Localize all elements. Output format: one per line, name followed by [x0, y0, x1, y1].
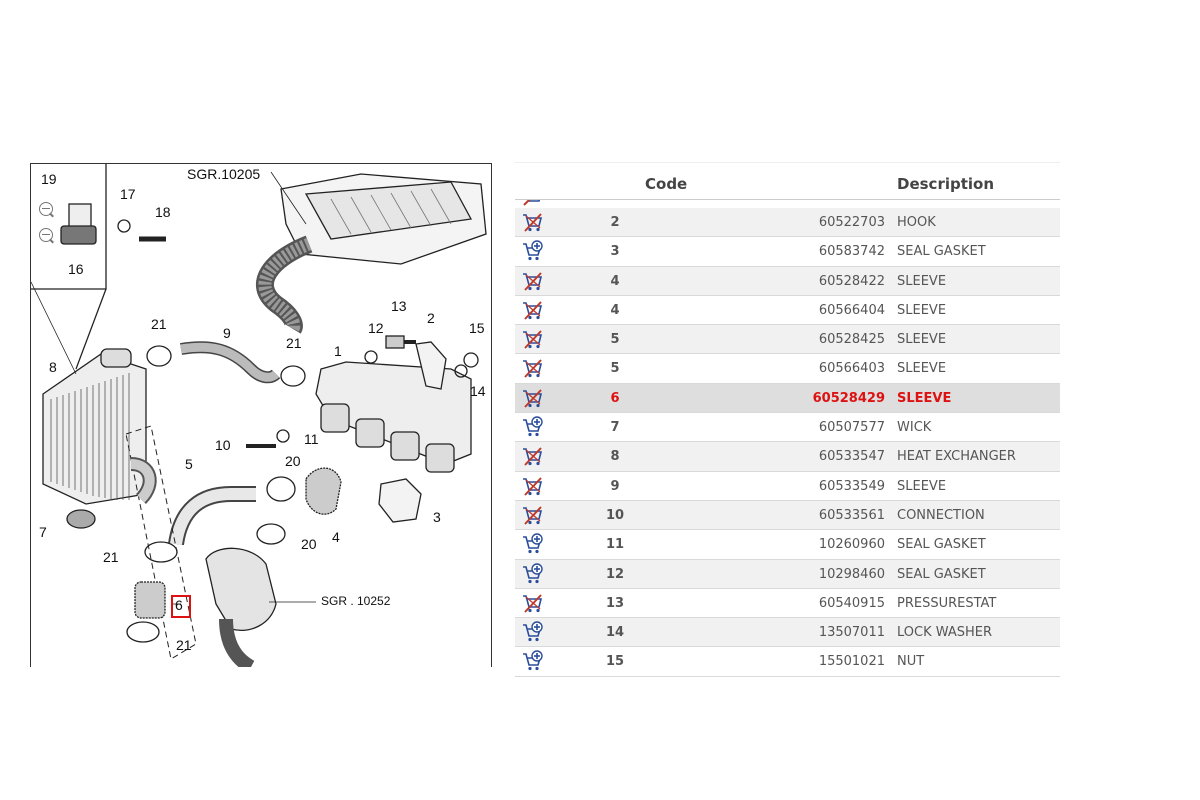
cart-unavailable-icon[interactable] — [521, 328, 543, 350]
callout-label: 15 — [469, 320, 485, 336]
row-position: 5 — [610, 361, 620, 377]
row-description: SLEEVE — [897, 332, 947, 348]
callout-label: 1 — [334, 343, 342, 359]
table-body — [515, 208, 1060, 677]
table-row[interactable] — [515, 208, 1060, 237]
callout-label: 8 — [49, 359, 57, 375]
row-description: SEAL GASKET — [897, 537, 986, 553]
zoom-in-icon[interactable] — [39, 202, 53, 216]
table-row[interactable] — [515, 472, 1060, 501]
row-code: 10298460 — [818, 566, 885, 582]
row-position: 14 — [605, 625, 625, 641]
row-description: WICK — [897, 420, 932, 436]
row-code: 60583742 — [818, 244, 885, 260]
row-code: 60540915 — [818, 595, 885, 611]
callout-label: 21 — [103, 549, 119, 565]
table-row[interactable] — [515, 325, 1060, 354]
row-code: 60566403 — [818, 361, 885, 377]
cart-unavailable-icon[interactable] — [521, 475, 543, 497]
column-header-code: Code — [645, 175, 688, 193]
diagram-ref-top: SGR.10205 — [187, 166, 261, 182]
parts-table — [515, 162, 1060, 677]
row-code: 60566404 — [818, 302, 885, 318]
row-position: 5 — [610, 332, 620, 348]
row-position: 11 — [605, 537, 625, 553]
callout-label: 18 — [155, 204, 171, 220]
cart-unavailable-icon[interactable] — [521, 387, 543, 409]
callout-label-highlighted[interactable]: 6 — [175, 597, 183, 613]
callout-label: 16 — [68, 261, 84, 277]
cart-add-icon[interactable] — [521, 563, 543, 585]
table-row[interactable] — [515, 501, 1060, 530]
cart-add-icon[interactable] — [521, 240, 543, 262]
row-description: SLEEVE — [897, 361, 947, 377]
row-position: 4 — [610, 302, 620, 318]
diagram-drawing — [31, 164, 491, 667]
row-description: HOOK — [897, 215, 936, 230]
row-description: SLEEVE — [897, 390, 952, 406]
callout-label: 7 — [39, 524, 47, 540]
callout-label: 11 — [304, 431, 319, 447]
row-description: SEAL GASKET — [897, 566, 986, 582]
row-code: 60522703 — [818, 215, 885, 230]
cart-add-icon[interactable] — [521, 650, 543, 672]
row-description: SLEEVE — [897, 273, 947, 289]
row-position: 6 — [610, 390, 620, 406]
row-description: CONNECTION — [897, 507, 985, 523]
cart-unavailable-icon[interactable] — [521, 299, 543, 321]
row-position: 9 — [610, 478, 620, 494]
cart-unavailable-icon[interactable] — [521, 270, 543, 292]
row-code: 15501021 — [818, 654, 885, 670]
row-code: 60528425 — [818, 332, 885, 348]
callout-label: 21 — [151, 316, 167, 332]
callout-label: 4 — [332, 529, 340, 545]
table-row[interactable] — [515, 530, 1060, 559]
row-code: 13507011 — [818, 625, 885, 641]
row-position: 8 — [610, 449, 620, 465]
callout-label: 14 — [470, 383, 486, 399]
row-position: 4 — [610, 273, 620, 289]
table-row[interactable] — [515, 589, 1060, 618]
table-row[interactable] — [515, 647, 1060, 676]
row-position: 12 — [605, 566, 625, 582]
row-code: 60533549 — [818, 478, 885, 494]
cart-unavailable-icon[interactable] — [521, 592, 543, 614]
table-row[interactable] — [515, 354, 1060, 383]
column-header-description: Description — [897, 175, 995, 193]
cart-unavailable-icon — [521, 199, 543, 208]
table-row[interactable] — [515, 384, 1060, 413]
callout-label: 21 — [176, 637, 192, 653]
row-description: SLEEVE — [897, 478, 947, 494]
callout-label: 9 — [223, 325, 231, 341]
row-code: 60528422 — [818, 273, 885, 289]
zoom-out-icon[interactable] — [39, 228, 53, 242]
cart-unavailable-icon[interactable] — [521, 357, 543, 379]
row-position: 3 — [610, 244, 620, 260]
table-row[interactable] — [515, 560, 1060, 589]
row-position: 15 — [605, 654, 625, 670]
diagram-ref-bottom: SGR . 10252 — [321, 594, 391, 608]
row-position: 7 — [610, 420, 620, 436]
cart-add-icon[interactable] — [521, 416, 543, 438]
table-row[interactable] — [515, 618, 1060, 647]
table-row[interactable] — [515, 296, 1060, 325]
row-description: NUT — [897, 654, 925, 670]
cart-unavailable-icon[interactable] — [521, 504, 543, 526]
callout-label: 20 — [285, 453, 301, 469]
row-position: 13 — [605, 595, 625, 611]
row-description: SLEEVE — [897, 302, 947, 318]
table-row[interactable] — [515, 267, 1060, 296]
row-code: 60533547 — [818, 449, 885, 465]
callout-label: 20 — [301, 536, 317, 552]
table-row[interactable] — [515, 237, 1060, 266]
row-code: 60507577 — [818, 420, 885, 436]
row-code: 60533561 — [818, 507, 885, 523]
callout-label: 2 — [427, 310, 435, 326]
row-description: HEAT EXCHANGER — [897, 449, 1016, 465]
row-description: LOCK WASHER — [897, 625, 993, 641]
row-description: SEAL GASKET — [897, 244, 986, 260]
callout-label: 17 — [120, 186, 136, 202]
callout-label: 19 — [41, 171, 57, 187]
row-code: 60528429 — [812, 390, 885, 406]
callout-label: 13 — [391, 298, 407, 314]
row-position: 10 — [605, 507, 625, 523]
row-code: 10260960 — [818, 537, 885, 553]
callout-label: 5 — [185, 456, 193, 472]
table-header — [515, 162, 1060, 199]
callout-label: 21 — [286, 335, 302, 351]
parts-diagram[interactable] — [30, 163, 492, 667]
callout-label: 12 — [368, 320, 384, 336]
row-position: 2 — [610, 215, 620, 230]
table-row-clipped — [515, 199, 1060, 208]
cart-unavailable-icon[interactable] — [521, 445, 543, 467]
callout-label: 10 — [215, 437, 231, 453]
cart-add-icon[interactable] — [521, 621, 543, 643]
row-description: PRESSURESTAT — [897, 595, 997, 611]
table-row[interactable] — [515, 442, 1060, 471]
callout-label: 3 — [433, 509, 441, 525]
cart-add-icon[interactable] — [521, 533, 543, 555]
cart-unavailable-icon[interactable] — [521, 211, 543, 233]
table-row[interactable] — [515, 413, 1060, 442]
